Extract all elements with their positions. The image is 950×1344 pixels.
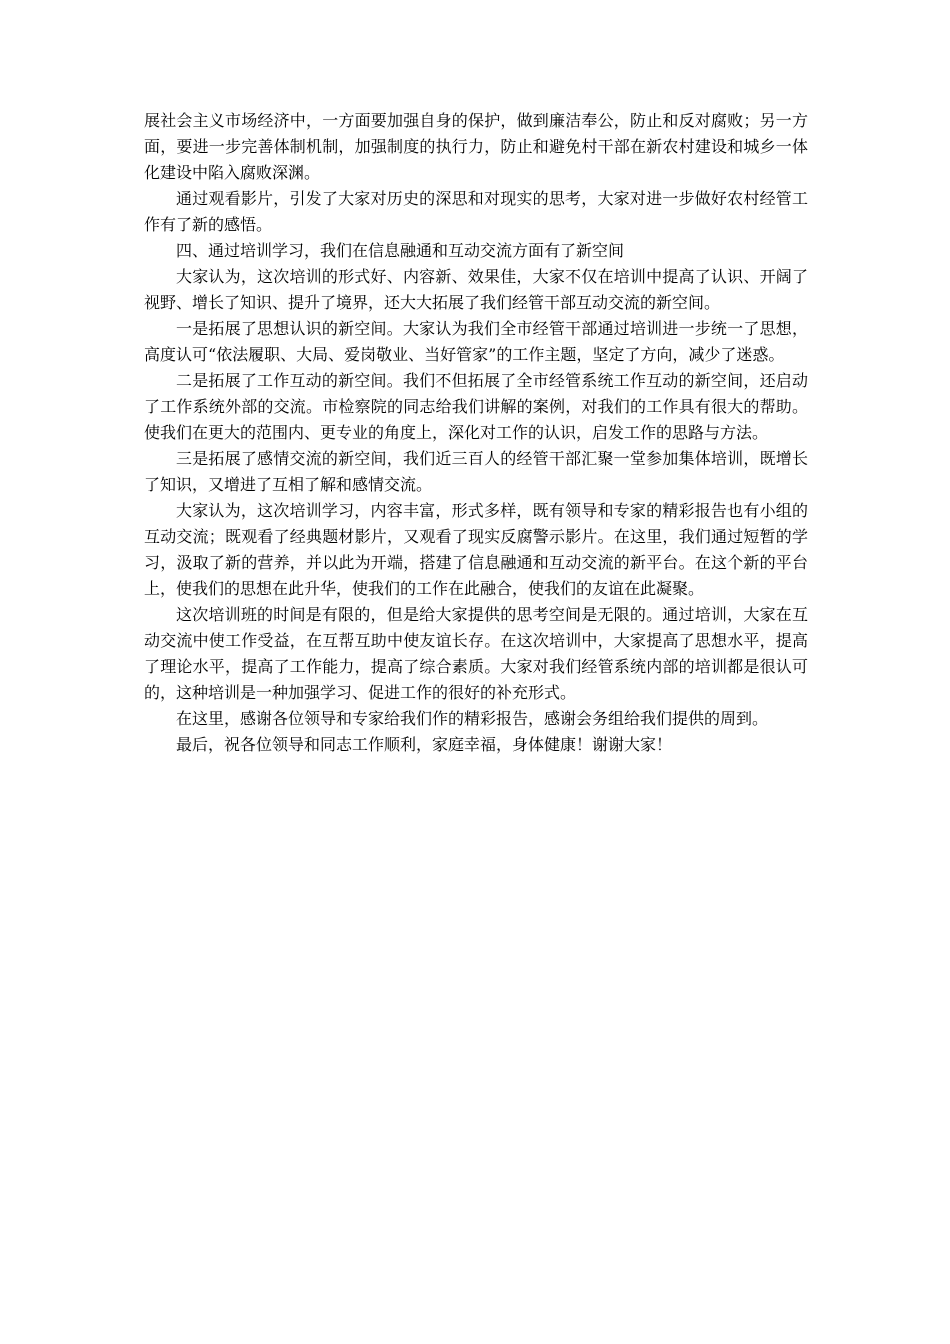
closing-paragraph: 最后，祝各位领导和同志工作顺利，家庭幸福，身体健康！谢谢大家！ xyxy=(176,735,673,754)
paragraph: 通过观看影片，引发了大家对历史的深思和对现实的思考，大家对进一步做好农村经管工作有了新的感悟。 xyxy=(144,189,808,234)
paragraph: 这次培训班的时间是有限的，但是给大家提供的思考空间是无限的。通过培训，大家在互动交流中使工作受益，在互帮互助中使友谊长存。在这次培训中，大家提高了思想水平，提高了理论水平，提高了工作能力，提高了综合素质。大家对我们经管系统内部的培训都是很认可的，这种培训是一种加强学习、促进工作的很好的补充形式。 xyxy=(144,605,808,702)
paragraph: 二是拓展了工作互动的新空间。我们不但拓展了全市经管系统工作互动的新空间，还启动了工作系统外部的交流。市检察院的同志给我们讲解的案例，对我们的工作具有很大的帮助。使我们在更大的范围内、更专业的角度上，深化对工作的认识，启发工作的思路与方法。 xyxy=(144,371,808,442)
paragraph: 大家认为，这次培训学习，内容丰富，形式多样，既有领导和专家的精彩报告也有小组的互动交流；既观看了经典题材影片，又观看了现实反腐警示影片。在这里，我们通过短暂的学习，汲取了新的营养，并以此为开端，搭建了信息融通和互动交流的新平台。在这个新的平台上，使我们的思想在此升华，使我们的工作在此融合，使我们的友谊在此凝聚。 xyxy=(144,501,808,598)
paragraph: 三是拓展了感情交流的新空间，我们近三百人的经管干部汇聚一堂参加集体培训，既增长了知识，又增进了互相了解和感情交流。 xyxy=(144,449,808,494)
paragraph: 展社会主义市场经济中，一方面要加强自身的保护，做到廉洁奉公，防止和反对腐败；另一方面，要进一步完善体制机制，加强制度的执行力，防止和避免村干部在新农村建设和城乡一体化建设中陷入腐败深渊。 xyxy=(144,111,808,182)
section-heading: 四、通过培训学习，我们在信息融通和互动交流方面有了新空间 xyxy=(176,241,625,260)
paragraph: 在这里，感谢各位领导和专家给我们作的精彩报告，感谢会务组给我们提供的周到。 xyxy=(176,709,769,728)
paragraph: 大家认为，这次培训的形式好、内容新、效果佳，大家不仅在培训中提高了认识、开阔了视野、增长了知识、提升了境界，还大大拓展了我们经管干部互动交流的新空间。 xyxy=(144,267,808,312)
document-body xyxy=(144,108,808,758)
paragraph: 一是拓展了思想认识的新空间。大家认为我们全市经管干部通过培训进一步统一了思想，高度认可“依法履职、大局、爱岗敬业、当好管家”的工作主题，坚定了方向，减少了迷惑。 xyxy=(144,319,808,364)
